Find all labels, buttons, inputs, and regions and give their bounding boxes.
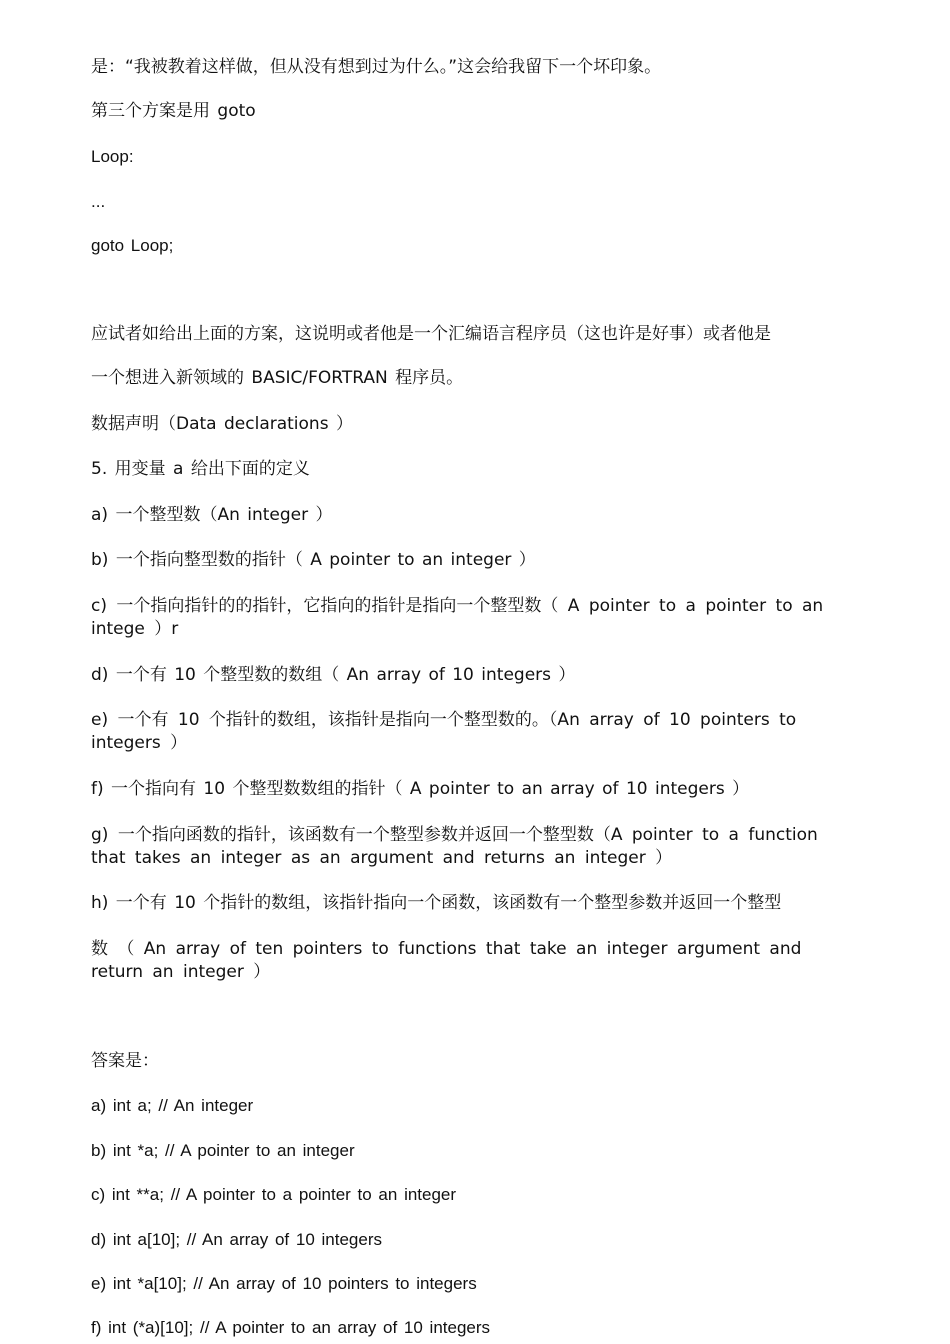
question-item-h: h) 一个有 10 个指针的数组，该指针指向一个函数，该函数有一个整型参数并返回一个整型 — [91, 893, 782, 913]
answer-d: d) int a[10]; // An array of 10 integers — [91, 1230, 382, 1249]
section-heading: 数据声明（Data declarations ） — [91, 414, 353, 434]
answer-a: a) int a; // An integer — [91, 1096, 254, 1115]
question-item-b: b) 一个指向整型数的指针（ A pointer to an integer ） — [91, 550, 536, 570]
question-item-e: e) 一个有 10 个指针的数组，该指针是指向一个整型数的。（An array of 10 pointers to integers ） — [91, 710, 806, 753]
answer-e: e) int *a[10]; // An array of 10 pointers to integers — [91, 1274, 477, 1293]
question-item-d: d) 一个有 10 个整型数的数组（ An array of 10 integers ） — [91, 665, 576, 685]
code-line: goto Loop; — [91, 236, 174, 255]
paragraph-line: 一个想进入新领域的 BASIC/FORTRAN 程序员。 — [91, 368, 464, 388]
paragraph-line: 第三个方案是用 goto — [91, 101, 256, 121]
question-heading: 5. 用变量 a 给出下面的定义 — [91, 459, 310, 479]
question-item-a: a) 一个整型数（An integer ） — [91, 505, 333, 525]
paragraph-line: 是：“我被教着这样做，但从没有想到过为什么。”这会给我留下一个坏印象。 — [91, 57, 662, 77]
answer-b: b) int *a; // A pointer to an integer — [91, 1141, 355, 1160]
answer-f: f) int (*a)[10]; // A pointer to an array of 10 integers — [91, 1318, 491, 1337]
answer-heading: 答案是： — [91, 1051, 159, 1071]
question-item-c: c) 一个指向指针的的指针，它指向的指针是指向一个整型数（ A pointer to a pointer to an intege ）r — [91, 596, 833, 639]
paragraph-line: 应试者如给出上面的方案，这说明或者他是一个汇编语言程序员（这也许是好事）或者他是 — [91, 324, 771, 344]
code-line: ... — [91, 192, 106, 211]
question-item-h-continued: 数 （ An array of ten pointers to functions that take an integer argument and return an integer ） — [91, 939, 811, 982]
code-line: Loop: — [91, 147, 134, 166]
question-item-f: f) 一个指向有 10 个整型数数组的指针（ A pointer to an array of 10 integers ） — [91, 779, 750, 799]
answer-c: c) int **a; // A pointer to a pointer to an integer — [91, 1185, 457, 1204]
question-item-g: g) 一个指向函数的指针，该函数有一个整型参数并返回一个整型数（A pointer to a function that takes an integer as an argument and returns an integer ） — [91, 825, 828, 868]
